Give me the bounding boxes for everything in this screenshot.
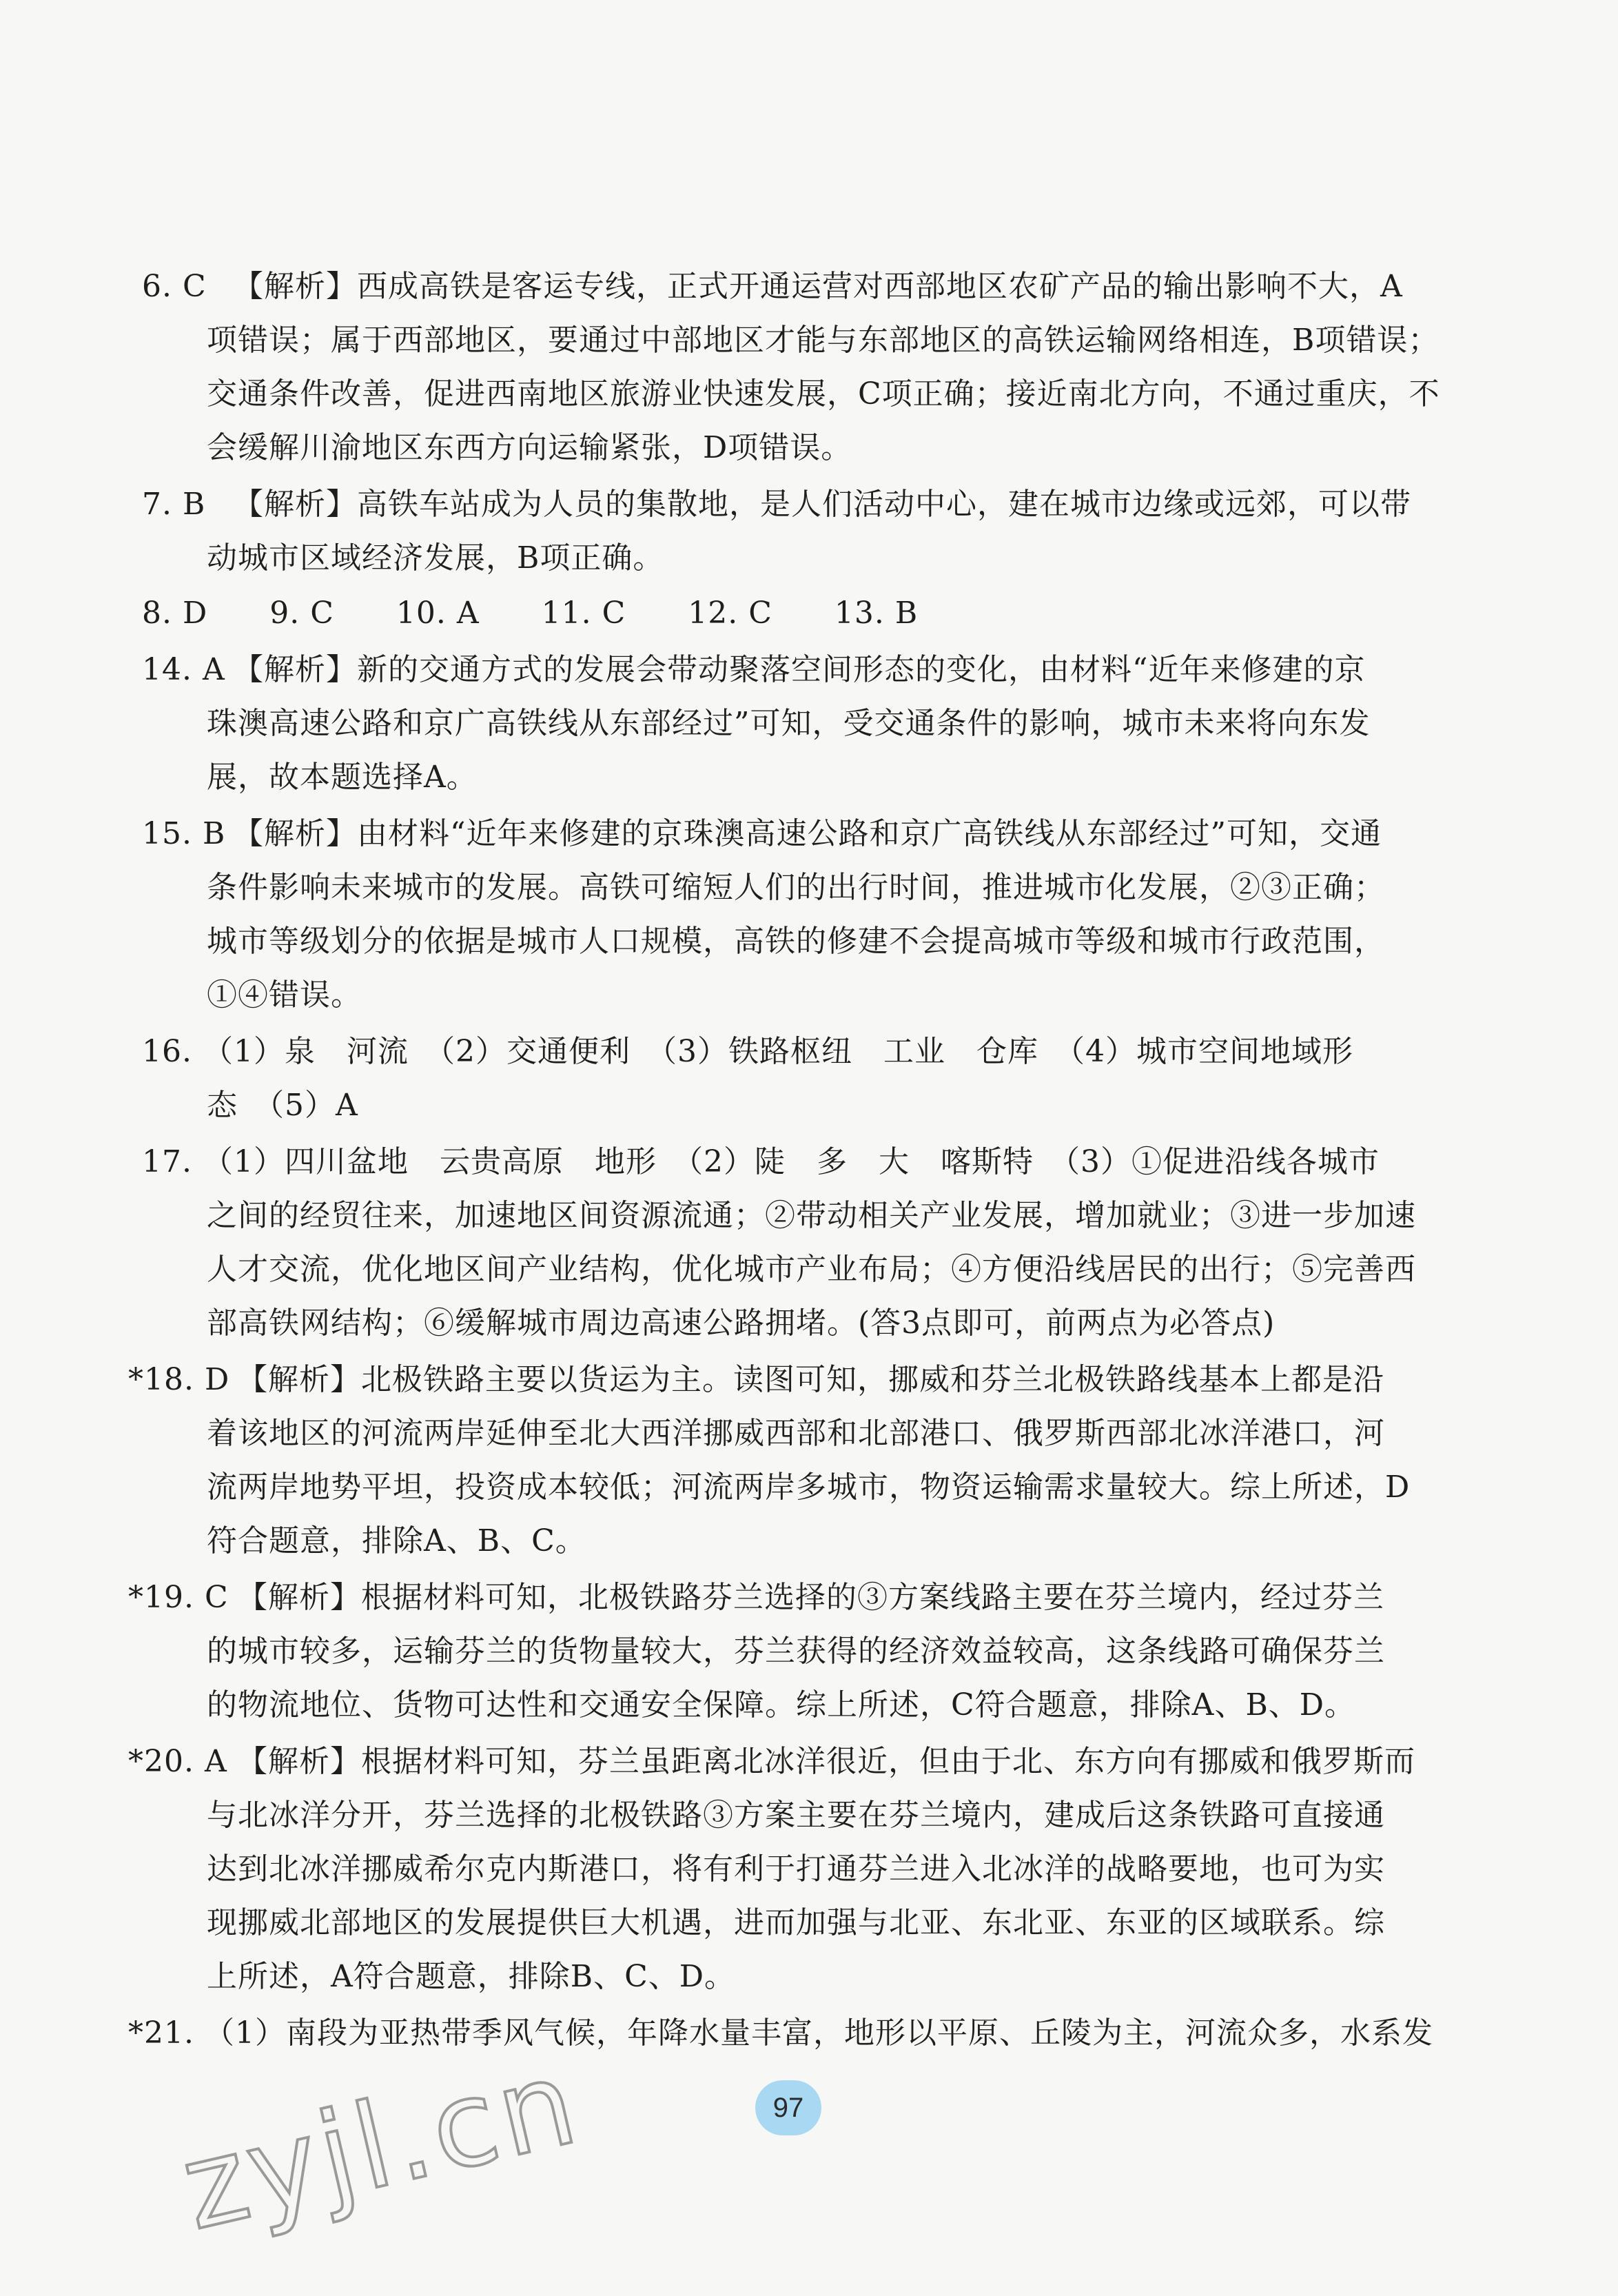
question-number: 16. <box>142 1034 192 1069</box>
text-line: 上所述，A符合题意，排除B、C、D。 <box>207 1959 736 1994</box>
text-line: 7. B 【解析】高铁车站成为人员的集散地，是人们活动中心，建在城市边缘或远郊，可以带 <box>142 485 1411 524</box>
text-line: *18. D 【解析】北极铁路主要以货运为主。读图可知，挪威和芬兰北极铁路线基本上都是沿 <box>128 1361 1384 1399</box>
text-line: *21. （1）南段为亚热带季风气候，年降水量丰富，地形以平原、丘陵为主，河流众多，水系发 <box>128 2014 1433 2053</box>
page-number: 97 <box>755 2080 821 2135</box>
watermark-logo: zyjl.cn <box>170 2033 592 2257</box>
text-line: 人才交流，优化地区间产业结构，优化城市产业布局；④方便沿线居民的出行；⑤完善西 <box>207 1252 1416 1287</box>
text-line: 会缓解川渝地区东西方向运输紧张，D项错误。 <box>207 430 852 465</box>
text-line: 的物流地位、货物可达性和交通安全保障。综上所述，C符合题意，排除A、B、D。 <box>207 1687 1356 1723</box>
text-line: 与北冰洋分开，芬兰选择的北极铁路③方案主要在芬兰境内，建成后这条铁路可直接通 <box>207 1798 1385 1833</box>
text-line: 16. （1）泉 河流 （2）交通便利 （3）铁路枢纽 工业 仓库 （4）城市空间地域形 <box>142 1033 1353 1071</box>
question-number: 15. B <box>142 816 226 851</box>
text-line: 现挪威北部地区的发展提供巨大机遇，进而加强与北亚、东北亚、东亚的区域联系。综 <box>207 1905 1385 1940</box>
text-line: 6. C 【解析】西成高铁是客运专线，正式开通运营对西部地区农矿产品的输出影响不大，A <box>142 267 1403 306</box>
text-line: 17. （1）四川盆地 云贵高原 地形 （2）陡 多 大 喀斯特 （3）①促进沿线各城市 <box>142 1143 1380 1181</box>
text-line: 珠澳高速公路和京广高铁线从东部经过”可知，受交通条件的影响，城市未来将向东发 <box>207 706 1371 741</box>
text-line: 8. D 9. C 10. A 11. C 12. C 13. B <box>142 596 919 631</box>
text-line: 14. A 【解析】新的交通方式的发展会带动聚落空间形态的变化，由材料“近年来修建的京 <box>142 651 1366 689</box>
question-number: *19. C <box>128 1580 229 1615</box>
text-line: *19. C 【解析】根据材料可知，北极铁路芬兰选择的③方案线路主要在芬兰境内，经过芬兰 <box>128 1578 1384 1617</box>
question-number: 17. <box>142 1144 192 1179</box>
text-line: 流两岸地势平坦，投资成本较低；河流两岸多城市，物资运输需求量较大。综上所述，D <box>207 1470 1411 1505</box>
text-line: 之间的经贸往来，加速地区间资源流通；②带动相关产业发展，增加就业；③进一步加速 <box>207 1198 1416 1233</box>
text-line: 条件影响未来城市的发展。高铁可缩短人们的出行时间，推进城市化发展，②③正确； <box>207 870 1385 905</box>
text-line: *20. A 【解析】根据材料可知，芬兰虽距离北冰洋很近，但由于北、东方向有挪威和俄罗斯而 <box>128 1743 1415 1781</box>
question-number: *20. A <box>128 1744 227 1779</box>
text-line: 符合题意，排除A、B、C。 <box>207 1523 586 1558</box>
text-line: 动城市区域经济发展，B项正确。 <box>207 540 664 576</box>
text-line: 15. B 【解析】由材料“近年来修建的京珠澳高速公路和京广高铁线从东部经过”可知，交通 <box>142 815 1382 853</box>
question-number: 6. C <box>142 269 207 304</box>
text-line: 展，故本题选择A。 <box>207 760 478 795</box>
question-number: *18. D <box>128 1362 230 1397</box>
text-line: 态 （5）A <box>207 1088 358 1123</box>
text-line: 的城市较多，运输芬兰的货物量较大，芬兰获得的经济效益较高，这条线路可确保芬兰 <box>207 1634 1385 1669</box>
question-number: 7. B <box>142 487 206 522</box>
question-number: 14. A <box>142 652 225 687</box>
text-line: 项错误；属于西部地区，要通过中部地区才能与东部地区的高铁运输网络相连，B项错误； <box>207 323 1440 358</box>
text-line: 交通条件改善，促进西南地区旅游业快速发展，C项正确；接近南北方向，不通过重庆，不 <box>207 376 1440 412</box>
text-line: 部高铁网结构；⑥缓解城市周边高速公路拥堵。(答3点即可，前两点为必答点) <box>207 1306 1276 1341</box>
text-line: 城市等级划分的依据是城市人口规模，高铁的修建不会提高城市等级和城市行政范围， <box>207 924 1385 959</box>
text-line: 着该地区的河流两岸延伸至北大西洋挪威西部和北部港口、俄罗斯西部北冰洋港口，河 <box>207 1416 1385 1451</box>
text-line: 达到北冰洋挪威希尔克内斯港口，将有利于打通芬兰进入北冰洋的战略要地，也可为实 <box>207 1851 1385 1887</box>
question-number: *21. <box>128 2015 194 2051</box>
text-line: ①④错误。 <box>207 977 362 1013</box>
